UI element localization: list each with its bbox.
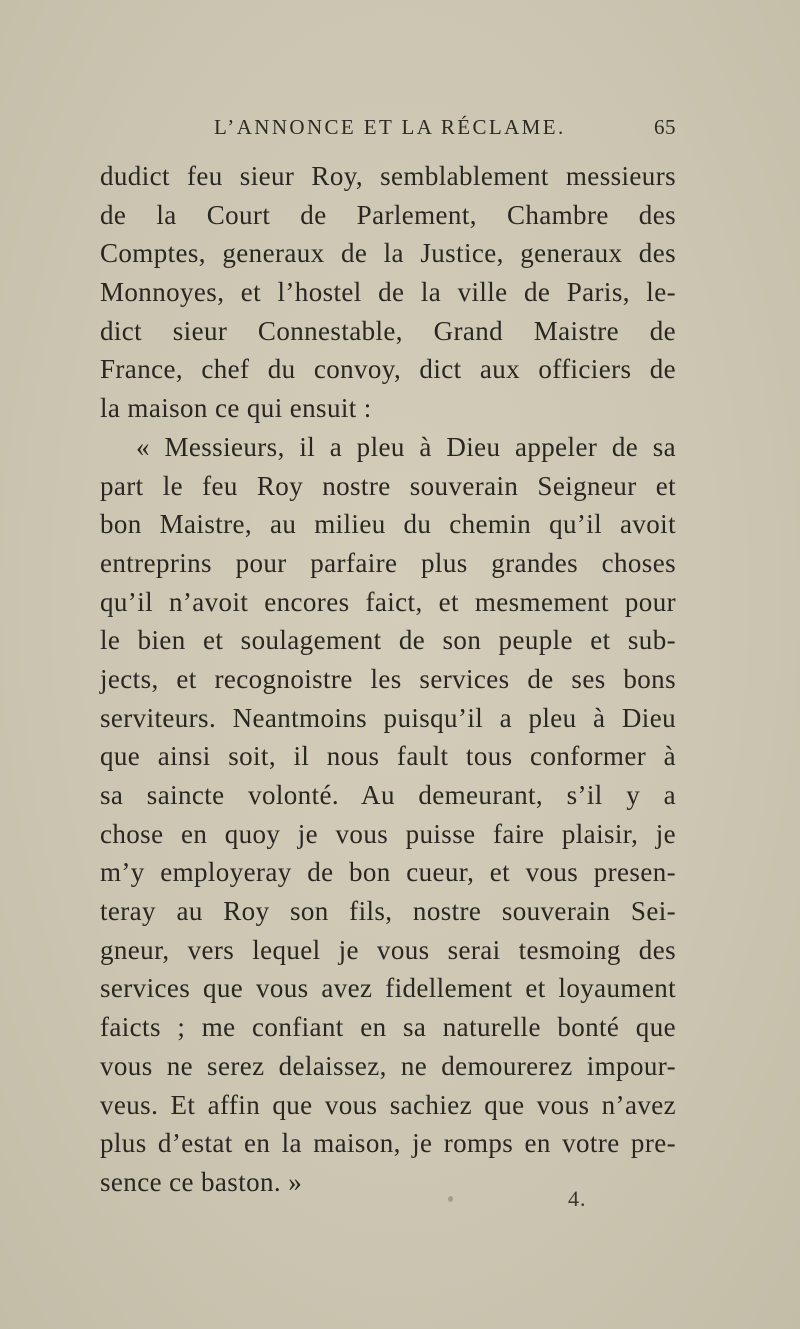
page-number: 65 <box>654 115 676 139</box>
text-line: veus. Et affin que vous sachiez que vous n’avez <box>100 1089 676 1120</box>
text-line: part le feu Roy nostre souverain Seigneur et <box>100 470 676 501</box>
text-line: le bien et soulagement de son peuple et sub- <box>100 625 676 656</box>
text-line: chose en quoy je vous puisse faire plaisir, je <box>100 818 676 849</box>
text-line: entreprins pour parfaire plus grandes choses <box>100 547 676 578</box>
body-text <box>100 157 676 1202</box>
text-line: faicts ; me confiant en sa naturelle bonté que <box>100 1012 676 1043</box>
text-line: France, chef du convoy, dict aux officiers de <box>100 354 676 385</box>
ink-speck <box>448 1196 453 1202</box>
text-line: de la Court de Parlement, Chambre des <box>100 199 676 230</box>
text-line: dudict feu sieur Roy, semblablement messieurs <box>100 161 676 191</box>
text-line: gneur, vers lequel je vous serai tesmoing des <box>100 934 676 965</box>
text-line: m’y employeray de bon cueur, et vous presen- <box>100 857 676 888</box>
signature-mark: 4. <box>568 1186 587 1211</box>
text-line: sa saincte volonté. Au demeurant, s’il y a <box>100 780 676 810</box>
text-line: sence ce baston. » <box>100 1166 303 1197</box>
text-line: teray au Roy son fils, nostre souverain Sei- <box>100 896 676 927</box>
text-line: qu’il n’avoit encores faict, et mesmement pour <box>100 586 676 617</box>
text-line: plus d’estat en la maison, je romps en votre pre- <box>100 1128 676 1159</box>
text-line: « Messieurs, il a pleu à Dieu appeler de sa <box>136 431 676 462</box>
text-line: la maison ce qui ensuit : <box>100 393 372 424</box>
text-line: que ainsi soit, il nous fault tous conformer à <box>100 741 676 772</box>
text-line: Comptes, generaux de la Justice, generaux des <box>100 238 676 269</box>
text-line: bon Maistre, au milieu du chemin qu’il avoit <box>100 509 676 540</box>
running-head <box>214 115 676 145</box>
running-head-title: L’ANNONCE ET LA RÉCLAME. <box>214 115 566 139</box>
text-line: services que vous avez fidellement et loyaument <box>100 973 676 1004</box>
text-line: serviteurs. Neantmoins puisqu’il a pleu à Dieu <box>100 702 676 733</box>
text-line: vous ne serez delaissez, ne demourerez impour- <box>100 1050 676 1081</box>
text-line: dict sieur Connestable, Grand Maistre de <box>100 315 676 346</box>
text-line: Monnoyes, et l’hostel de la ville de Paris, le- <box>100 277 676 308</box>
text-line: jects, et recognoistre les services de ses bons <box>100 663 676 694</box>
